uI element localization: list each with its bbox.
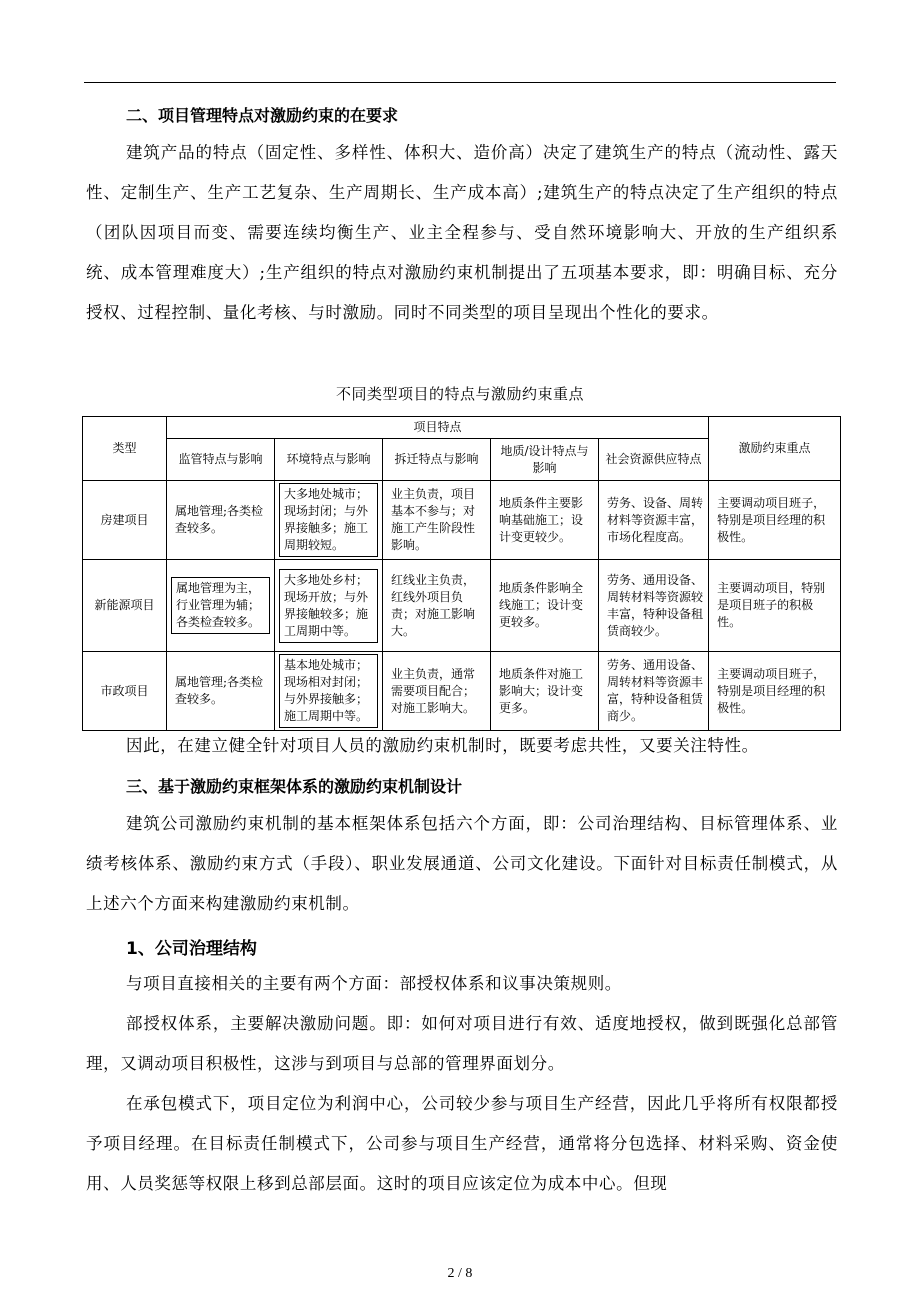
header-feature: 环境特点与影响 xyxy=(275,439,383,481)
subsection1-paragraph-3: 在承包模式下，项目定位为利润中心，公司较少参与项目生产经营，因此几乎将所有权限都授予项目经理。在目标责任制模式下，公司参与项目生产经营，通常将分包选择、材料采购、资金使用、人员奖惩等权限上移到总部层面。这时的项目应该定位为成本中心。但现 xyxy=(86,1094,838,1193)
table-cell: 业主负责，项目基本不参与；对施工产生阶段性影响。 xyxy=(391,487,476,552)
table-cell: 红线业主负责，红线外项目负责；对施工影响大。 xyxy=(391,572,476,638)
table-cell: 基本地处城市；现场相对封闭；与外界接触多；施工周期中等。 xyxy=(279,654,378,728)
table-caption: 不同类型项目的特点与激励约束重点 xyxy=(335,385,584,403)
header-type: 类型 xyxy=(83,417,167,481)
table-cell: 属地管理;各类检查较多。 xyxy=(175,504,264,535)
row-focus: 主要调动项目，特别是项目班子的积极性。 xyxy=(717,581,826,629)
row-focus: 主要调动项目班子，特别是项目经理的积极性。 xyxy=(717,666,826,715)
table-row xyxy=(83,560,841,652)
section2-heading: 二、项目管理特点对激励约束的在要求 xyxy=(126,106,399,125)
header-feature: 社会资源供应特点 xyxy=(599,439,709,481)
section3-heading: 三、基于激励约束框架体系的激励约束机制设计 xyxy=(126,777,463,796)
header-feature: 拆迁特点与影响 xyxy=(383,439,491,481)
table-cell: 业主负责，通常需要项目配合；对施工影响大。 xyxy=(391,666,476,715)
table-cell: 大多地处乡村；现场开放；与外界接触较多；施工周期中等。 xyxy=(279,569,378,643)
table-row xyxy=(83,652,841,731)
table-cell: 属地管理为主，行业管理为辅；各类检查较多。 xyxy=(171,577,270,634)
subsection1-paragraph-1: 与项目直接相关的主要有两个方面：部授权体系和议事决策规则。 xyxy=(126,974,622,993)
subsection1-heading: 1、公司治理结构 xyxy=(126,939,257,959)
table-cell: 大多地处城市；现场封闭；与外界接触多；施工周期较短。 xyxy=(279,483,378,557)
table-cell: 劳务、通用设备、周转材料等资源较丰富，特种设备租赁商较少。 xyxy=(607,572,704,638)
table-row xyxy=(83,481,841,560)
header-group: 项目特点 xyxy=(167,417,709,439)
section2-paragraph: 建筑产品的特点（固定性、多样性、体积大、造价高）决定了建筑生产的特点（流动性、露天性、定制生产、生产工艺复杂、生产周期长、生产成本高）;建筑生产的特点决定了生产组织的特点（团队因项目而变、需要连续均衡生产、业主全程参与、受自然环境影响大、开放的生产组织系统、成本管理难度大）;生产组织的特点对激励约束机制提出了五项基本要求，即：明确目标、充分授权、过程控制、量化考核、与时激励。同时不同类型的项目呈现出个性化的要求。 xyxy=(86,143,838,322)
row-focus: 主要调动项目班子，特别是项目经理的积极性。 xyxy=(717,495,826,544)
after-table-paragraph: 因此，在建立健全针对项目人员的激励约束机制时，既要考虑共性，又要关注特性。 xyxy=(126,736,759,755)
table-cell: 地质条件影响全线施工；设计变更较多。 xyxy=(499,581,584,629)
table-cell: 地质条件主要影响基础施工；设计变更较少。 xyxy=(499,495,584,544)
row-type: 市政项目 xyxy=(83,652,167,731)
table-cell: 劳务、通用设备、周转材料等资源丰富，特种设备租赁商少。 xyxy=(607,658,704,723)
project-features-table xyxy=(82,416,841,731)
header-rule xyxy=(84,82,836,83)
page-number: 2 / 8 xyxy=(447,1266,473,1281)
table-cell: 属地管理;各类检查较多。 xyxy=(175,675,264,706)
subsection1-paragraph-2: 部授权体系，主要解决激励问题。即：如何对项目进行有效、适度地授权，做到既强化总部管理，又调动项目积极性，这涉与到项目与总部的管理界面划分。 xyxy=(86,1014,838,1073)
row-type: 新能源项目 xyxy=(83,560,167,652)
row-type: 房建项目 xyxy=(83,481,167,560)
header-feature: 监管特点与影响 xyxy=(167,439,275,481)
section3-paragraph: 建筑公司激励约束机制的基本框架体系包括六个方面，即：公司治理结构、目标管理体系、业绩考核体系、激励约束方式（手段）、职业发展通道、公司文化建设。下面针对目标责任制模式，从上述六个方面来构建激励约束机制。 xyxy=(86,814,838,913)
header-feature: 地质/设计特点与影响 xyxy=(491,439,599,481)
header-focus: 激励约束重点 xyxy=(709,417,841,481)
table-cell: 劳务、设备、周转材料等资源丰富，市场化程度高。 xyxy=(607,495,704,544)
table-cell: 地质条件对施工影响大；设计变更多。 xyxy=(499,666,584,715)
